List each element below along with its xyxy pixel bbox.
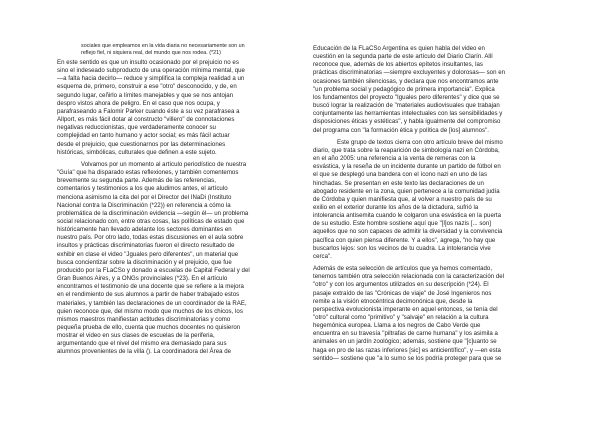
text-line: reflejo fiel, ni siquiera real, del mundo que nos rodea. (*21): [81, 50, 221, 57]
text-line: aquellos que no son capaces de admitir la diversidad y la convivencia: [313, 228, 503, 236]
text-line: En este sentido es que un insulto ocasionado por el prejuicio no es: [57, 59, 239, 66]
text-line: mismos maestros manifiestan actitudes discriminatorias y como: [57, 315, 231, 323]
text-line: desde el prejuicio, que cuestionarnos por las determinaciones: [57, 140, 226, 148]
text-line: sentido— sostiene que "a lo sumo se los podría proteger para que se: [313, 354, 502, 362]
right-column: [313, 45, 561, 363]
text-line: ocasiones también silenciosas, y declara que nos encontramos ante: [313, 77, 499, 85]
text-line: "otro" cultural como "primitivo" y "salvaje" en relación a la cultura: [313, 314, 489, 321]
text-line: tenemos también otra selección relacionada con la caracterización del: [313, 273, 505, 281]
text-line: pacífica con quien piensa diferente. Y a ellos", agrega, "no hay que: [313, 236, 496, 244]
text-line: históricamente han llevado adelante los sectores dominantes en: [57, 226, 232, 234]
text-line: encontramos el testimonio de una docente que se refiere a la mejora: [57, 283, 244, 291]
text-line: quien reconoce que, del mismo modo que muchos de los chicos, los: [57, 307, 243, 315]
paragraph: [57, 59, 300, 157]
text-line: Además de esta selección de artículos que ya hemos comentado,: [313, 265, 493, 273]
paragraph: [313, 45, 561, 135]
text-line: reconoce que, además de los abiertos epítetos insultantes, las: [313, 61, 483, 69]
text-line: Allport, es más fácil dotar al constructo "villero" de connotaciones: [57, 116, 235, 124]
text-line: Volvamos por un momento al artículo periodístico de nuestra: [81, 160, 247, 168]
text-line: perspectiva evolucionista imperante en aquel entonces, se tenía del: [313, 305, 498, 313]
text-line: remite a la visión etnocéntrica decimonónica que, desde la: [313, 297, 473, 305]
text-line: buscarlos lejos: son los vecinos de tu cuadra. La intolerancia vive: [313, 244, 491, 252]
text-line: Gran Buenos Aires, y a ONGs provinciales (*23). En el artículo: [57, 275, 228, 283]
text-line: esquema de, primero, construir a ese "otro" desconocido, y de, en: [57, 83, 237, 91]
text-line: materiales, y también las declaraciones de un coordinador de la RAE,: [57, 299, 247, 307]
text-line: conjuntamente las herramientas intelectuales con las sensibilidades y: [313, 110, 503, 118]
text-line: sino el indeseado subproducto de una operación mínima mental, que: [57, 67, 245, 75]
text-line: intolerancia antisemita cuando le colgaron una esvástica en la puerta: [313, 212, 502, 220]
text-line: nuestro país. Por otro lado, todas estas discusiones en el aula sobre: [57, 234, 244, 242]
text-line: Nacional contra la Discriminación (*22)) en referencia a cómo la: [57, 201, 231, 209]
text-line: pasaje extraído de las "Crónicas de viaje" de José Ingenieros nos: [313, 289, 492, 297]
text-line: buscó lograr la realización de "materiales audiovisuales que trabajan: [313, 102, 500, 110]
text-line: —a falta hacia decirlo— reduce y simplifica la compleja realidad a un: [57, 75, 245, 83]
paragraph: [313, 139, 561, 261]
text-line: animales en un jardín zoológico; además, sostiene que "[c]uanto se: [313, 338, 497, 346]
text-line: despro vistos ahora de peligro. En el caso que nos ocupa, y: [57, 99, 220, 107]
text-line: en el año 2005: una referencia a la venta de remeras con la: [313, 155, 476, 163]
text-line: producido por la FLaCSo y donado a escuelas de Capital Federal y del: [57, 266, 250, 274]
text-line: complejidad en tanto humano y actor social; es más fácil actuar: [57, 132, 230, 140]
paragraph: [313, 265, 561, 363]
text-line: diario, que trata sobre la reaparición de simbología nazi en Córdoba,: [313, 146, 500, 154]
text-line: históricas, simbólicas, culturales que definen a este sujeto.: [57, 148, 217, 156]
text-line: menciona asimismo la cita del por el Director del INaDi (Instituto: [57, 193, 232, 201]
text-line: segundo lugar, ceñirlo a límites manejables y que se nos antojan: [57, 91, 234, 99]
text-line: "otro" y con los argumentos utilizados en su descripción (*24). El: [313, 281, 489, 289]
text-line: mostrar el video en sus clases de escuelas de la periferia,: [57, 332, 215, 340]
text-line: insultos y prácticas discriminatorias fueron el directo resultado de: [57, 242, 235, 250]
text-line: exhibir en clase el video "Jguales pero diferentes", un material que: [57, 250, 239, 258]
text-line: cuestión en la segunda parte de este artículo del Diario Clarín. Allí: [313, 53, 493, 61]
block-quote: [81, 43, 298, 58]
text-line: cerca".: [313, 252, 332, 260]
text-line: haga en pro de las razas inferiores [sic] es anticientífico", y —en esta: [313, 346, 501, 354]
text-line: comentarios y testimonios a los que aludimos antes, el artículo: [57, 185, 228, 193]
paragraph: [57, 161, 300, 357]
text-line: problemática de la discriminación evidencia —según él— un problema: [57, 209, 249, 217]
text-line: abogado residente en la zona, quien pertenece a la comunidad judía: [313, 187, 500, 195]
text-line: del programa con "la formación ética y política de [los] alumnos".: [313, 126, 490, 134]
text-line: brevemente su segunda parte. Además de las referencias,: [57, 177, 216, 185]
text-line: disposiciones éticas y estéticas", y habla igualmente del compromiso: [313, 118, 501, 126]
text-line: alumnos provenientes de la villa (). La coordinadora del Área de: [57, 348, 232, 356]
text-line: esvástica, y la reseña de un incidente durante un partido de fútbol en: [313, 163, 501, 171]
text-line: sociales que empleamos en la vida diaria no necesariamente son un: [81, 43, 245, 49]
left-column: [57, 59, 300, 357]
text-line: exilio en el exterior durante los años de la dictadura, sufrió la: [313, 203, 479, 211]
text-line: hegemónica europea. Llama a los negros de Cabo Verde que: [313, 322, 481, 330]
text-line: prácticas discriminatorias —siempre excluyentes y dolorosas— son en: [313, 69, 506, 77]
text-line: "Guía" que ha disparado estas reflexiones, y también comentemos: [57, 169, 239, 177]
text-line: en el rendimiento de sus alumnos a partir de haber trabajado estos: [57, 291, 240, 299]
text-line: social relacionado con, entre otras cosas, las políticas de estado que: [57, 217, 245, 225]
text-line: Este grupo de textos cierra con otro artículo breve del mismo: [337, 138, 503, 146]
text-line: de Córdoba y quien manifiesta que, al volver a nuestro país de su: [313, 195, 492, 203]
text-line: argumentando que el nivel del mismo era demasiado para sus: [57, 340, 227, 348]
text-line: el que se desplegó una bandera con el ícono nazi en uno de las: [313, 171, 488, 179]
text-line: encuentra en su travesía "piltrafas de carne humana" y los asimila a: [313, 330, 498, 338]
text-line: busca concientizar sobre la discriminación y el prejuicio, que fue: [57, 258, 232, 266]
text-line: negativas reduccionistas, que verdaderamente conocer su: [57, 124, 216, 132]
text-line: parafraseando a Falomir Parker cuando éste a su vez parafrasea a: [57, 107, 240, 115]
text-line: pequeña prueba de ello, cuenta que muchos docentes no quisieron: [57, 324, 241, 331]
text-line: los fundamentos del proyecto "Iguales pero diferentes" y dice que se: [313, 93, 500, 101]
text-line: "un problema social y pedagógico de primera importancia". Explica: [313, 85, 495, 93]
text-line: hinchadas. Se presentan en este texto las declaraciones de un: [313, 179, 484, 187]
text-line: Educación de la FLaCSo Argentina es quien habla del video en: [313, 45, 485, 52]
text-line: de su estudio. Este hombre sostiene aquí que "[l]os nazis [... son]: [313, 220, 491, 228]
